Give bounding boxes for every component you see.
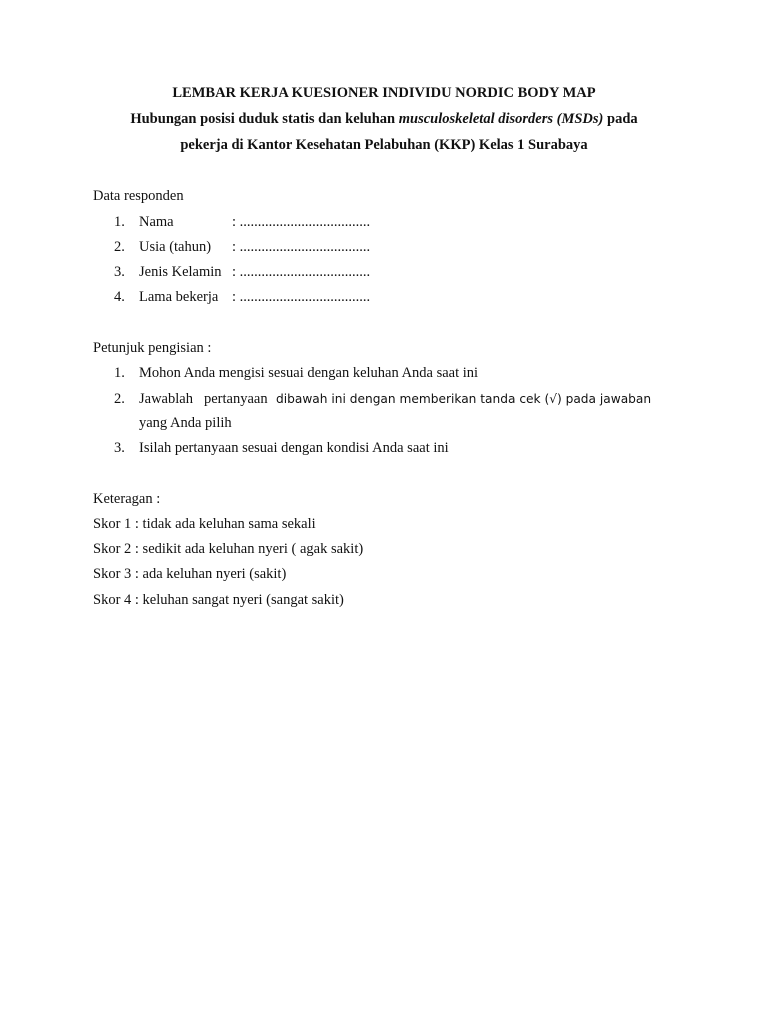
legend-item: Skor 4 : keluhan sangat nyeri (sangat sakit) [93, 592, 344, 608]
respondent-value-gender: : .................................... [232, 264, 371, 280]
subtitle-part-2: pada [603, 111, 638, 127]
respondent-label-gender: Jenis Kelamin [139, 264, 222, 280]
respondent-value-age: : .................................... [232, 239, 371, 255]
legend-item: Skor 2 : sedikit ada keluhan nyeri ( agak sakit) [93, 541, 364, 557]
respondent-value-tenure: : .................................... [232, 289, 371, 305]
document-subtitle-line-2: pekerja di Kantor Kesehatan Pelabuhan (KKP) Kelas 1 Surabaya [180, 137, 588, 153]
respondent-heading: Data responden [93, 188, 184, 204]
instruction-number: 3. [114, 440, 125, 456]
instruction-item: dibawah ini dengan memberikan tanda cek (√) pada jawaban [276, 392, 652, 406]
respondent-label-tenure: Lama bekerja [139, 289, 219, 305]
legend-item: Skor 3 : ada keluhan nyeri (sakit) [93, 566, 287, 582]
respondent-value-name: : .................................... [232, 214, 371, 230]
legend-heading: Keteragan : [93, 491, 161, 507]
instruction-item: Isilah pertanyaan sesuai dengan kondisi Anda saat ini [139, 440, 449, 456]
document-subtitle-line-1 [60, 111, 708, 128]
respondent-number: 1. [114, 214, 125, 230]
instruction-item-continued: yang Anda pilih [139, 415, 232, 431]
respondent-number: 4. [114, 289, 125, 305]
instruction-word: pertanyaan [204, 391, 268, 407]
document-title: LEMBAR KERJA KUESIONER INDIVIDU NORDIC BODY MAP [172, 85, 596, 101]
respondent-number: 2. [114, 239, 125, 255]
subtitle-part-1: Hubungan posisi duduk statis dan keluhan [130, 111, 399, 127]
respondent-label-name: Nama [139, 214, 174, 230]
respondent-label-age: Usia (tahun) [139, 239, 212, 255]
legend-item: Skor 1 : tidak ada keluhan sama sekali [93, 516, 316, 532]
subtitle-italic-term: musculoskeletal disorders (MSDs) [398, 111, 604, 127]
instruction-item: Mohon Anda mengisi sesuai dengan keluhan Anda saat ini [139, 365, 479, 381]
instruction-number: 1. [114, 365, 125, 381]
instruction-number: 2. [114, 391, 125, 407]
instruction-word: Jawablah [139, 391, 193, 407]
respondent-number: 3. [114, 264, 125, 280]
instructions-heading: Petunjuk pengisian : [93, 340, 212, 356]
